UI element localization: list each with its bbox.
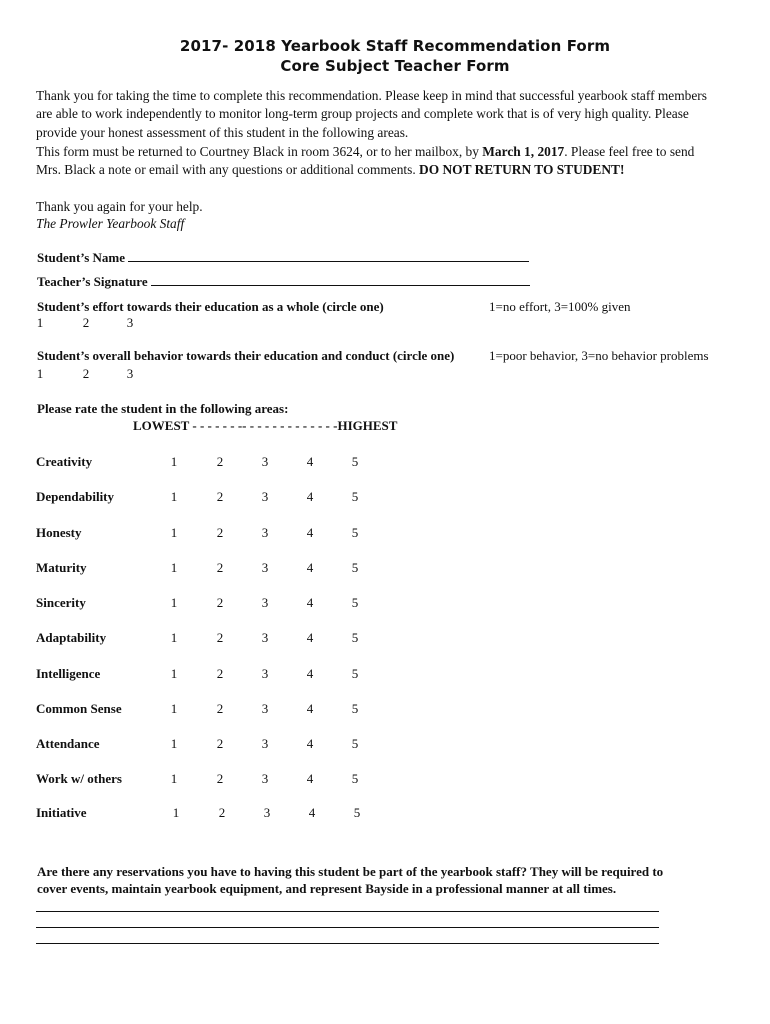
rating-option[interactable]: 3 (261, 595, 269, 610)
rating-option[interactable]: 1 (170, 771, 178, 786)
rating-option[interactable]: 4 (306, 771, 314, 786)
rating-area-label: Intelligence (36, 666, 101, 681)
reservations-question-line-2: cover events, maintain yearbook equipment, and represent Bayside in a professional manner at all times. (37, 881, 617, 896)
response-line[interactable] (36, 943, 659, 944)
rating-option[interactable]: 2 (216, 454, 224, 469)
thanks-line: Thank you again for your help. (36, 199, 203, 214)
rating-area-label: Common Sense (36, 701, 122, 716)
rating-option[interactable]: 1 (170, 489, 178, 504)
effort-question: Student’s effort towards their education as a whole (circle one) (37, 299, 384, 314)
rating-option[interactable]: 5 (351, 701, 359, 716)
response-line[interactable] (36, 911, 659, 912)
rating-option[interactable]: 3 (261, 489, 269, 504)
rating-option[interactable]: 3 (261, 525, 269, 540)
student-name-line[interactable] (128, 250, 529, 262)
behavior-option[interactable]: 1 (36, 366, 44, 381)
behavior-option[interactable]: 3 (126, 366, 134, 381)
intro-line-4-text: This form must be returned to Courtney Black in room 3624, or to her mailbox, by (36, 144, 483, 159)
effort-option[interactable]: 3 (126, 315, 134, 330)
rating-area-label: Dependability (36, 489, 115, 504)
rating-option[interactable]: 1 (170, 525, 178, 540)
rating-area-label: Sincerity (36, 595, 86, 610)
rating-option[interactable]: 1 (170, 666, 178, 681)
rating-option[interactable]: 1 (170, 454, 178, 469)
rating-option[interactable]: 1 (170, 736, 178, 751)
rating-option[interactable]: 3 (261, 771, 269, 786)
rating-option[interactable]: 4 (306, 489, 314, 504)
rating-option[interactable]: 1 (170, 630, 178, 645)
intro-line-2: are able to work independently to monitor long-term group projects and complete work that is of very high quality. Please (36, 106, 689, 121)
reservations-question-line-1: Are there any reservations you have to having this student be part of the yearbook staff? They will be required to (37, 864, 664, 879)
rating-option[interactable]: 5 (353, 805, 361, 820)
rating-option[interactable]: 2 (216, 736, 224, 751)
due-date: March 1, 2017 (482, 144, 565, 159)
rating-option[interactable]: 4 (308, 805, 316, 820)
teacher-signature-line[interactable] (151, 274, 530, 286)
rating-option[interactable]: 3 (261, 736, 269, 751)
rating-option[interactable]: 5 (351, 595, 359, 610)
rating-option[interactable]: 2 (216, 489, 224, 504)
rating-area-label: Adaptability (36, 630, 107, 645)
response-line[interactable] (36, 927, 659, 928)
rating-option[interactable]: 3 (261, 630, 269, 645)
rating-option[interactable]: 2 (218, 805, 226, 820)
rating-area-label: Maturity (36, 560, 87, 575)
rating-option[interactable]: 2 (216, 630, 224, 645)
rating-option[interactable]: 3 (261, 454, 269, 469)
rating-option[interactable]: 5 (351, 666, 359, 681)
rating-option[interactable]: 4 (306, 560, 314, 575)
rating-option[interactable]: 4 (306, 701, 314, 716)
rating-option[interactable]: 5 (351, 630, 359, 645)
effort-option[interactable]: 2 (82, 315, 90, 330)
rating-option[interactable]: 5 (351, 525, 359, 540)
rating-option[interactable]: 5 (351, 489, 359, 504)
rating-option[interactable]: 5 (351, 736, 359, 751)
rating-area-label: Attendance (36, 736, 100, 751)
rating-option[interactable]: 5 (351, 454, 359, 469)
rating-area-label: Creativity (36, 454, 93, 469)
signoff-line: The Prowler Yearbook Staff (36, 216, 185, 231)
rating-area-label: Initiative (36, 805, 87, 820)
rating-option[interactable]: 4 (306, 666, 314, 681)
behavior-option[interactable]: 2 (82, 366, 90, 381)
rating-area-label: Work w/ others (36, 771, 122, 786)
rating-option[interactable]: 3 (261, 666, 269, 681)
rating-option[interactable]: 5 (351, 560, 359, 575)
intro-line-1: Thank you for taking the time to complete this recommendation. Please keep in mind that successful yearbook staff members (36, 88, 707, 103)
rating-option[interactable]: 2 (216, 560, 224, 575)
student-name-label: Student’s Name (37, 250, 125, 265)
teacher-signature-label: Teacher’s Signature (37, 274, 148, 289)
rating-option[interactable]: 2 (216, 595, 224, 610)
rating-option[interactable]: 3 (261, 560, 269, 575)
intro-line-4-tail: . Please feel free to send (564, 144, 695, 159)
form-subtitle: Core Subject Teacher Form (280, 57, 510, 75)
rating-option[interactable]: 1 (172, 805, 180, 820)
rating-option[interactable]: 4 (306, 736, 314, 751)
student-name-field[interactable] (37, 250, 529, 266)
behavior-question: Student’s overall behavior towards their education and conduct (circle one) (37, 348, 455, 363)
intro-line-5 (36, 162, 624, 178)
rating-option[interactable]: 2 (216, 771, 224, 786)
rating-option[interactable]: 2 (216, 525, 224, 540)
effort-scale: 1=no effort, 3=100% given (489, 299, 631, 314)
intro-line-4 (36, 144, 694, 160)
intro-line-3: provide your honest assessment of this student in the following areas. (36, 125, 409, 140)
do-not-return-warning: DO NOT RETURN TO STUDENT! (419, 162, 625, 177)
rating-option[interactable]: 1 (170, 595, 178, 610)
rating-option[interactable]: 2 (216, 666, 224, 681)
rating-option[interactable]: 4 (306, 454, 314, 469)
rating-option[interactable]: 3 (261, 701, 269, 716)
form-title: 2017- 2018 Yearbook Staff Recommendation Form (179, 37, 611, 55)
rating-option[interactable]: 1 (170, 560, 178, 575)
rating-option[interactable]: 4 (306, 525, 314, 540)
behavior-scale: 1=poor behavior, 3=no behavior problems (489, 348, 709, 363)
intro-line-5-text: Mrs. Black a note or email with any questions or additional comments. (36, 162, 420, 177)
ratings-scale-label: LOWEST - - - - - - -- - - - - - - - - - - - -HIGHEST (133, 418, 398, 433)
rating-option[interactable]: 5 (351, 771, 359, 786)
rating-option[interactable]: 3 (263, 805, 271, 820)
teacher-signature-field[interactable] (37, 274, 530, 290)
rating-option[interactable]: 1 (170, 701, 178, 716)
rating-option[interactable]: 4 (306, 595, 314, 610)
rating-option[interactable]: 4 (306, 630, 314, 645)
effort-option[interactable]: 1 (36, 315, 44, 330)
rating-area-label: Honesty (36, 525, 82, 540)
ratings-heading: Please rate the student in the following areas: (37, 401, 289, 416)
rating-option[interactable]: 2 (216, 701, 224, 716)
